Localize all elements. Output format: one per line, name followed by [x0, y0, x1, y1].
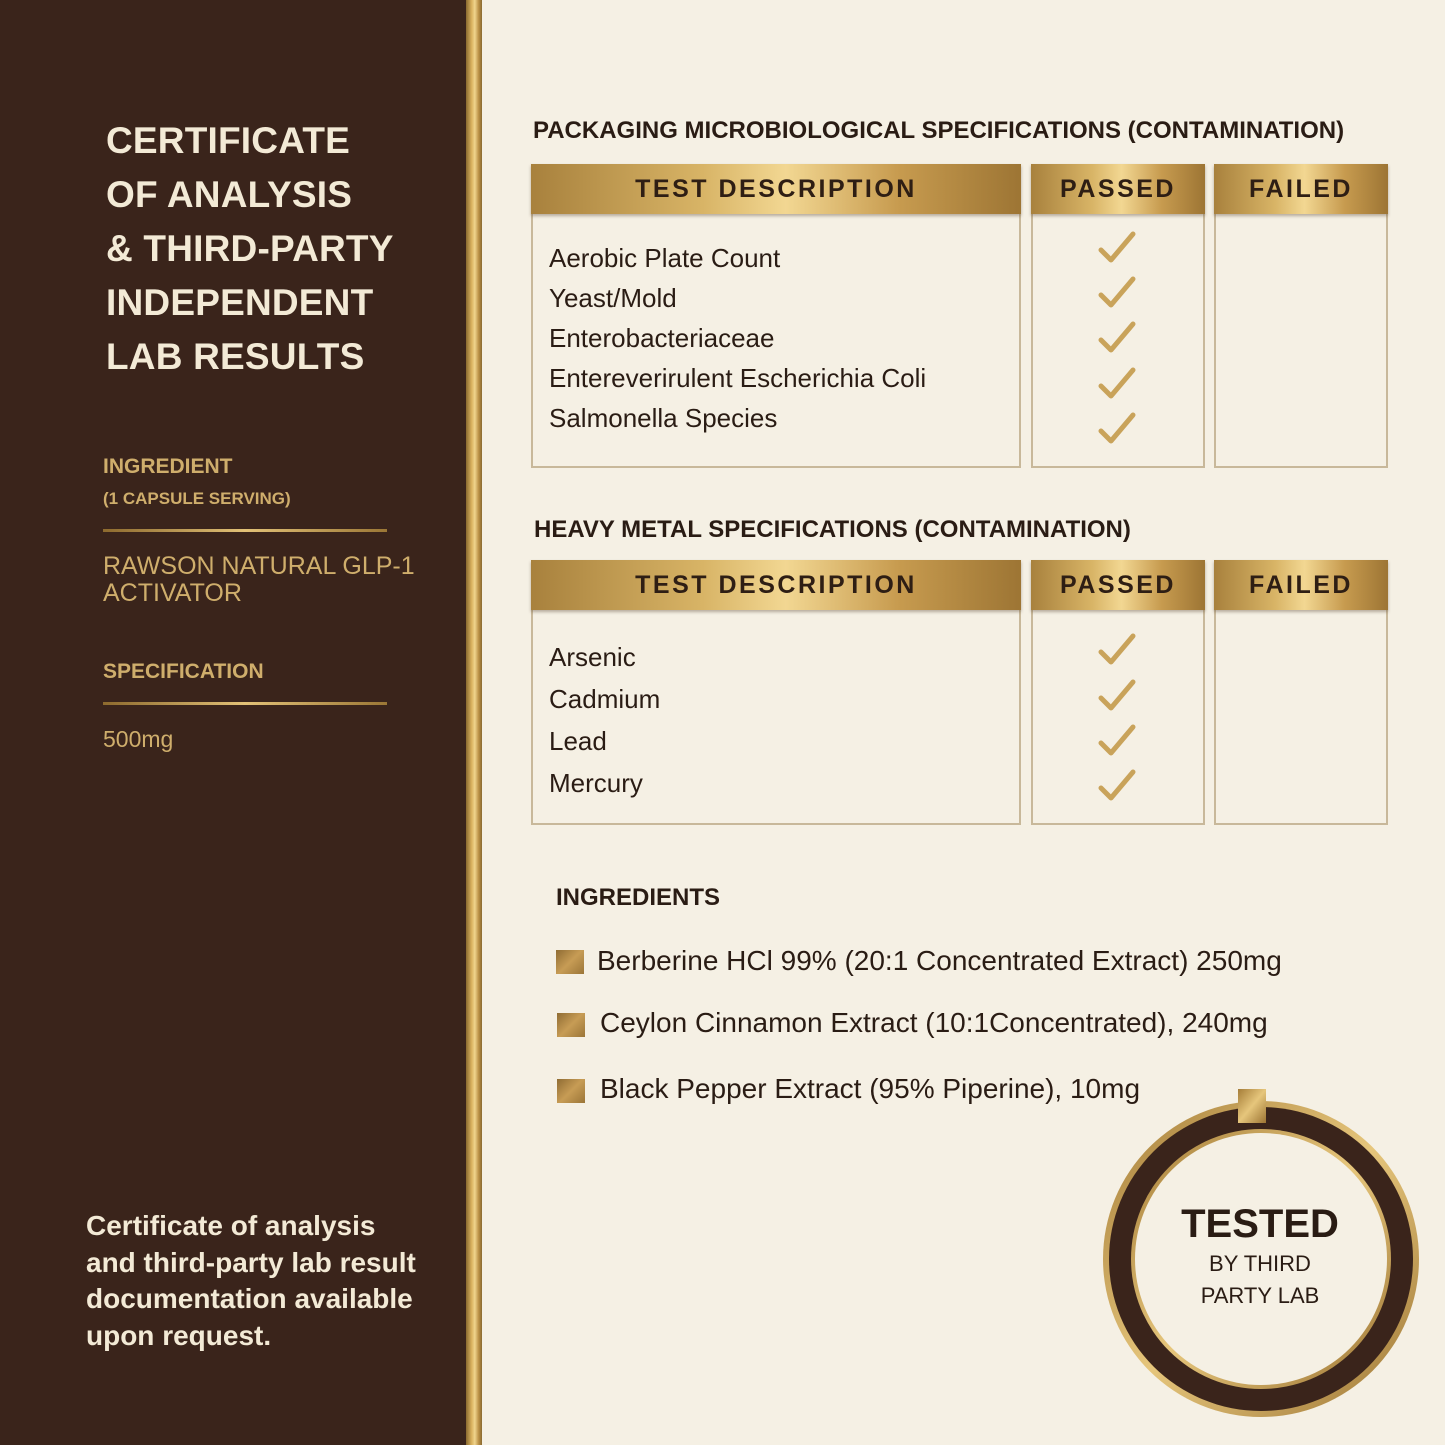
bullet-square-icon [557, 1013, 585, 1037]
metal-header-failed: FAILED [1214, 560, 1388, 610]
ingredients-title: INGREDIENTS [556, 884, 721, 911]
seal-text [1140, 1200, 1380, 1312]
check-icon [1097, 678, 1137, 714]
check-icon [1097, 723, 1137, 759]
product-name: RAWSON NATURAL GLP-1 ACTIVATOR [103, 552, 415, 607]
metal-failed-column [1214, 608, 1388, 825]
ingredient-item: Ceylon Cinnamon Extract (10:1Concentrated), 240mg [600, 1007, 1268, 1038]
check-icon [1097, 411, 1137, 447]
micro-test-row: Aerobic Plate Count [549, 243, 781, 273]
seal-title: TESTED [1181, 1202, 1339, 1246]
micro-header-description: TEST DESCRIPTION [531, 164, 1021, 214]
divider [103, 529, 387, 532]
check-icon [1097, 230, 1137, 266]
ingredient-item: Black Pepper Extract (95% Piperine), 10mg [600, 1073, 1141, 1104]
specification-label: SPECIFICATION [103, 660, 264, 683]
check-icon [1097, 275, 1137, 311]
micro-test-row: Entereverirulent Escherichia Coli [549, 363, 927, 393]
check-icon [1097, 768, 1137, 804]
check-icon [1097, 366, 1137, 402]
ingredient-item: Berberine HCl 99% (20:1 Concentrated Extract) 250mg [597, 945, 1282, 976]
metal-test-row: Lead [549, 726, 607, 756]
micro-failed-column [1214, 212, 1388, 468]
micro-test-row: Yeast/Mold [549, 283, 677, 313]
serving-label: (1 CAPSULE SERVING) [103, 489, 291, 508]
seal-subtitle: BY THIRD PARTY LAB [1200, 1251, 1320, 1308]
metal-test-row: Arsenic [549, 642, 636, 672]
metal-test-row: Cadmium [549, 684, 661, 714]
metal-header-description: TEST DESCRIPTION [531, 560, 1021, 610]
micro-test-row: Salmonella Species [549, 403, 778, 433]
metal-header-passed: PASSED [1031, 560, 1205, 610]
divider [103, 702, 387, 705]
metal-section-title: HEAVY METAL SPECIFICATIONS (CONTAMINATION) [534, 516, 1131, 543]
micro-test-row: Enterobacteriaceae [549, 323, 775, 353]
check-icon [1097, 320, 1137, 356]
bullet-square-icon [557, 1079, 585, 1103]
check-icon [1097, 632, 1137, 668]
micro-header-failed: FAILED [1214, 164, 1388, 214]
metal-test-row: Mercury [549, 768, 643, 798]
bullet-square-icon [556, 950, 584, 974]
gold-divider [466, 0, 482, 1445]
specification-value: 500mg [103, 726, 174, 752]
availability-note: Certificate of analysis and third-party lab result documentation available upon request. [86, 1210, 416, 1351]
ingredient-label: INGREDIENT [103, 455, 233, 478]
micro-section-title: PACKAGING MICROBIOLOGICAL SPECIFICATIONS (CONTAMINATION) [533, 117, 1345, 144]
page-title: CERTIFICATE OF ANALYSIS & THIRD-PARTY INDEPENDENT LAB RESULTS [106, 120, 394, 377]
micro-header-passed: PASSED [1031, 164, 1205, 214]
